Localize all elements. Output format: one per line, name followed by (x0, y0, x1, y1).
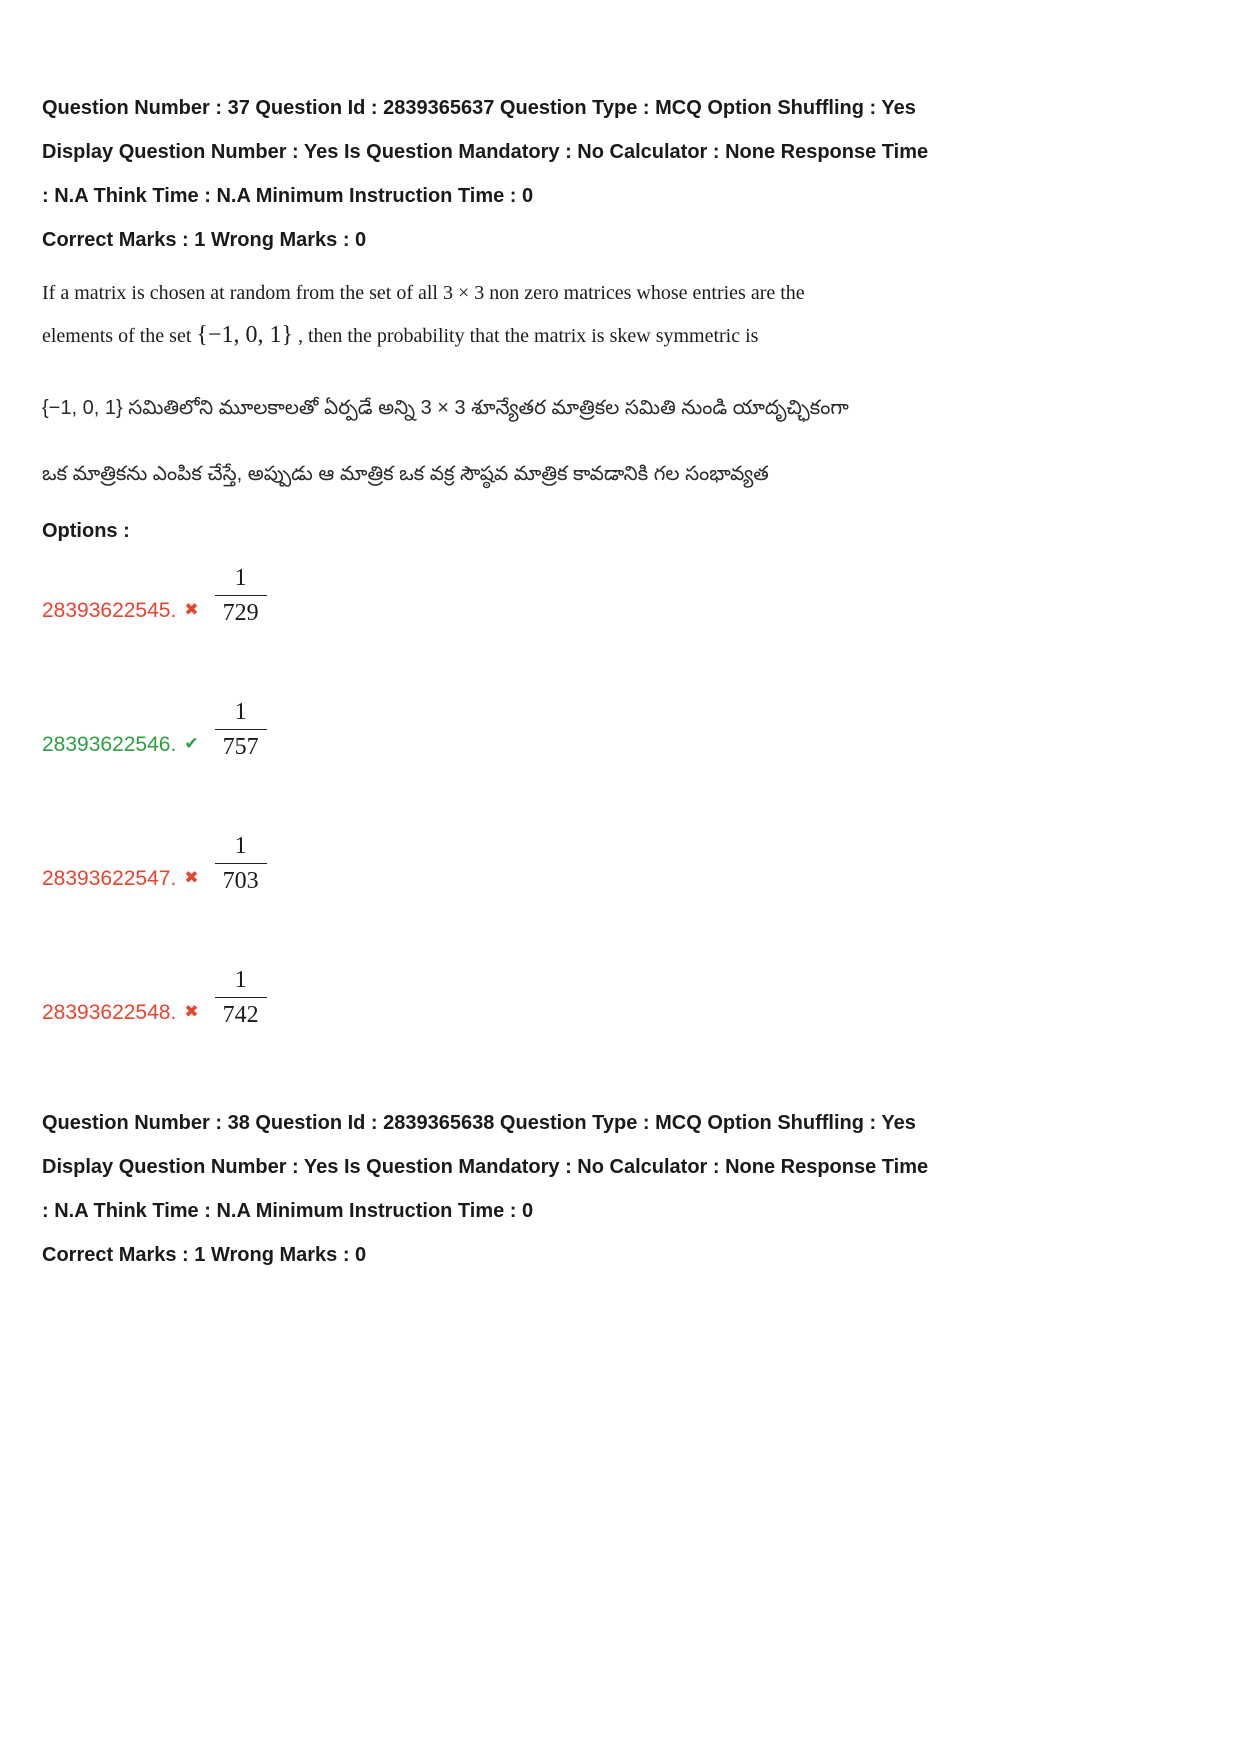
question-metadata-line: Question Number : 37 Question Id : 2839365637 Question Type : MCQ Option Shuffling : Yes (42, 97, 916, 119)
question-metadata-line: : N.A Think Time : N.A Minimum Instruction Time : 0 (42, 185, 534, 207)
option-id: 28393622547. (42, 867, 177, 890)
options-list (42, 565, 1184, 1029)
option-row-1 (42, 565, 1184, 627)
option-fraction (215, 833, 267, 895)
wrong-answer-icon: ✖ (184, 868, 199, 887)
question-metadata-line: : N.A Think Time : N.A Minimum Instruction Time : 0 (42, 1200, 534, 1222)
english-question-line (42, 314, 1184, 357)
fraction-denominator: 757 (215, 729, 267, 761)
question-38-block (42, 1101, 1184, 1273)
english-line2-suffix: , then the probability that the matrix is skew symmetric is (297, 325, 759, 347)
fraction-denominator: 703 (215, 863, 267, 895)
option-row-4 (42, 967, 1184, 1029)
option-row-3 (42, 833, 1184, 895)
question-metadata-line: Question Number : 38 Question Id : 2839365638 Question Type : MCQ Option Shuffling : Yes (42, 1112, 916, 1134)
option-row-2 (42, 699, 1184, 761)
correct-answer-icon: ✔ (184, 734, 199, 753)
question-37-metadata (42, 86, 1184, 218)
question-metadata-line: Display Question Number : Yes Is Question Mandatory : No Calculator : None Response Time (42, 141, 929, 163)
option-fraction (215, 967, 267, 1029)
options-label: Options : (42, 520, 130, 542)
question-38-metadata (42, 1101, 1184, 1233)
question-37-block (42, 86, 1184, 1029)
english-question-line: If a matrix is chosen at random from the set of all 3 × 3 non zero matrices whose entries are the (42, 282, 805, 304)
question-37-text-telugu (42, 375, 1184, 507)
wrong-answer-icon: ✖ (184, 1002, 199, 1021)
option-id: 28393622548. (42, 1001, 177, 1024)
fraction-denominator: 742 (215, 997, 267, 1029)
fraction-numerator: 1 (234, 565, 247, 591)
set-notation: {−1, 0, 1} (196, 322, 293, 348)
fraction-numerator: 1 (234, 699, 247, 725)
option-id: 28393622546. (42, 733, 177, 756)
telugu-question-line: {−1, 0, 1} సమితిలోని మూలకాలతో ఏర్పడే అన్ని 3 × 3 శూన్యేతర మాత్రికల సమితి నుండి యాదృచ్ఛికంగా (42, 397, 849, 419)
fraction-denominator: 729 (215, 595, 267, 627)
question-37-marks-line: Correct Marks : 1 Wrong Marks : 0 (42, 229, 367, 251)
option-fraction (215, 565, 267, 627)
english-line2-prefix: elements of the set (42, 325, 192, 347)
telugu-question-line: ఒక మాత్రికను ఎంపిక చేస్తే, అప్పుడు ఆ మాత్రిక ఒక వక్ర సౌష్ఠవ మాత్రిక కావడానికి గల సంభావ్యత (42, 463, 769, 485)
question-37-text-english (42, 272, 1184, 357)
fraction-numerator: 1 (234, 967, 247, 993)
question-38-marks-line: Correct Marks : 1 Wrong Marks : 0 (42, 1244, 367, 1266)
option-id: 28393622545. (42, 599, 177, 622)
wrong-answer-icon: ✖ (184, 600, 199, 619)
question-metadata-line: Display Question Number : Yes Is Question Mandatory : No Calculator : None Response Time (42, 1156, 929, 1178)
option-fraction (215, 699, 267, 761)
fraction-numerator: 1 (234, 833, 247, 859)
